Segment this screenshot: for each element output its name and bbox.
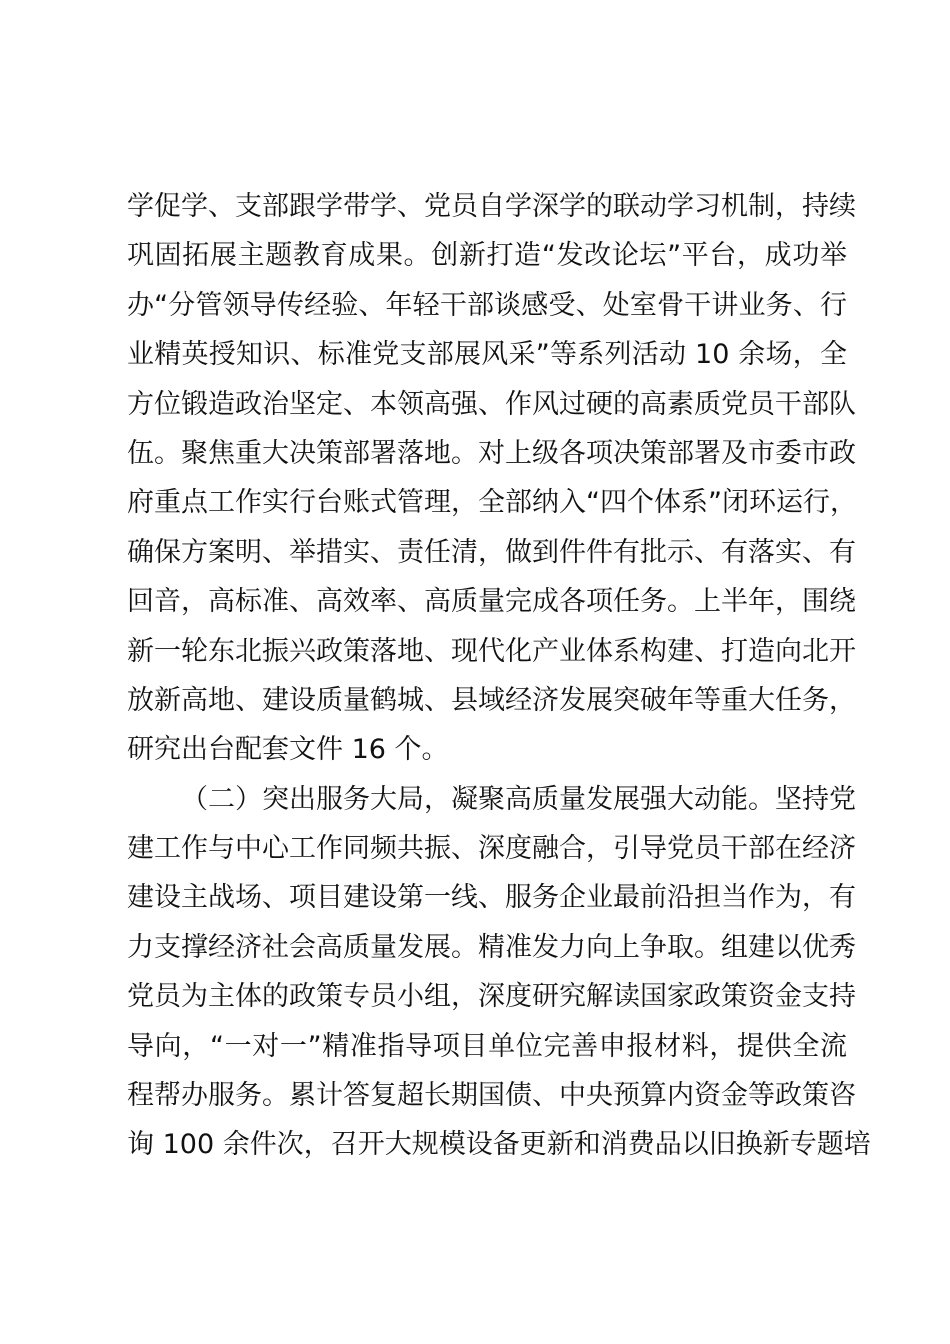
text-line: 方位锻造政治坚定、本领高强、作风过硬的高素质党员干部队	[127, 388, 856, 420]
text-line: 建设主战场、项目建设第一线、服务企业最前沿担当作为，有	[127, 882, 856, 914]
text-line: 党员为主体的政策专员小组，深度研究解读国家政策资金支持	[127, 981, 856, 1013]
text-line: 府重点工作实行台账式管理，全部纳入“四个体系”闭环运行，	[127, 487, 857, 519]
text-line: 放新高地、建设质量鹤城、县域经济发展突破年等重大任务，	[127, 684, 856, 716]
text-line: 建工作与中心工作同频共振、深度融合，引导党员干部在经济	[127, 833, 856, 865]
text-line: 伍。聚焦重大决策部署落地。对上级各项决策部署及市委市政	[127, 437, 856, 469]
document-body	[127, 182, 871, 1170]
paragraph-end-line: 研究出台配套文件 16 个。	[127, 734, 449, 766]
section-heading-line: （二）突出服务大局，凝聚高质量发展强大动能。坚持党	[181, 783, 856, 815]
text-line: 导向，“一对一”精准指导项目单位完善申报材料，提供全流	[127, 1030, 847, 1062]
text-line: 学促学、支部跟学带学、党员自学深学的联动学习机制，持续	[127, 191, 856, 222]
text-line: 确保方案明、举措实、责任清，做到件件有批示、有落实、有	[127, 536, 856, 568]
text-line: 办“分管领导传经验、年轻干部谈感受、处室骨干讲业务、行	[127, 289, 847, 321]
text-line: 巩固拓展主题教育成果。创新打造“发改论坛”平台，成功举	[127, 240, 847, 272]
text-line: 程帮办服务。累计答复超长期国债、中央预算内资金等政策咨	[127, 1080, 856, 1112]
text-line: 业精英授知识、标准党支部展风采”等系列活动 10 余场，全	[127, 339, 847, 371]
text-line: 回音，高标准、高效率、高质量完成各项任务。上半年，围绕	[127, 586, 856, 618]
text-line: 询 100 余件次，召开大规模设备更新和消费品以旧换新专题培	[127, 1129, 871, 1161]
text-line: 力支撑经济社会高质量发展。精准发力向上争取。组建以优秀	[127, 931, 856, 963]
text-line: 新一轮东北振兴政策落地、现代化产业体系构建、打造向北开	[127, 635, 856, 667]
